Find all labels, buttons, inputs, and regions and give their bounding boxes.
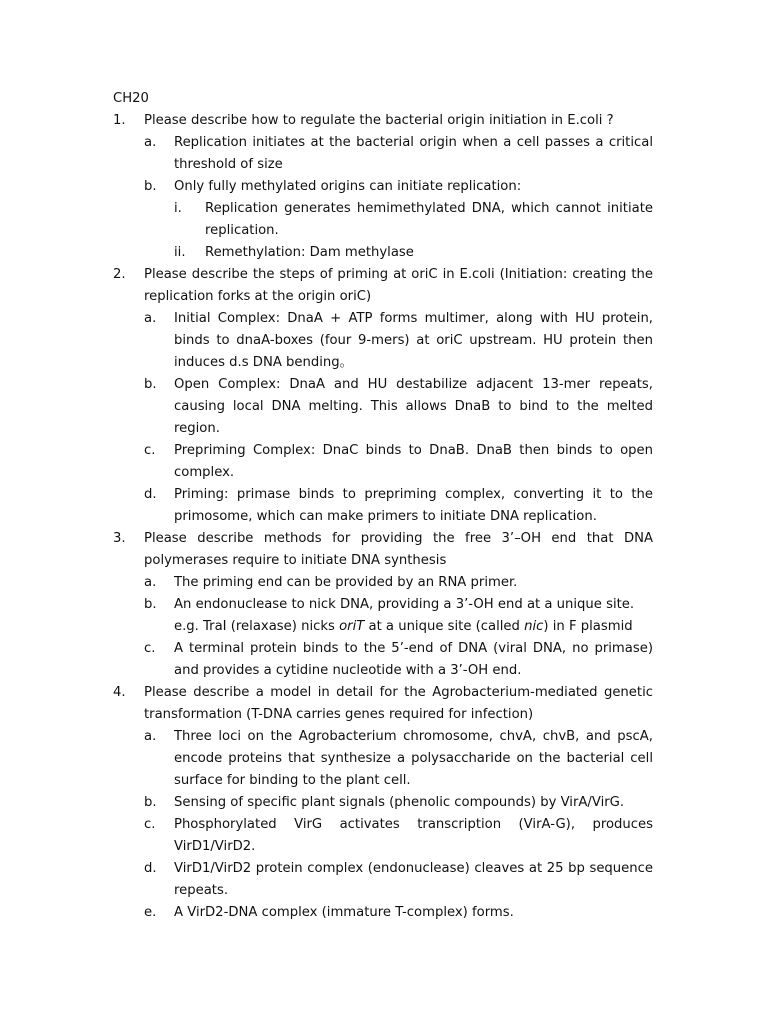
answer-text: Replication initiates at the bacterial origin when a cell passes a critical threshold of size (174, 135, 653, 172)
question-text: Please describe how to regulate the bacterial origin initiation in E.coli ? (144, 113, 614, 128)
answer-text: VirD1/VirD2 protein complex (endonuclease) cleaves at 25 bp sequence repeats. (174, 861, 653, 898)
question-number: 4. (113, 685, 126, 700)
answer-marker: c. (144, 817, 156, 832)
answer-1b-i (113, 198, 653, 242)
answer-4e (113, 902, 653, 924)
document-body (113, 88, 653, 924)
answer-marker: a. (144, 729, 157, 744)
answer-marker: b. (144, 179, 157, 194)
answer-text: Only fully methylated origins can initiate replication: (174, 179, 522, 194)
answer-2a (113, 308, 653, 374)
answer-2c (113, 440, 653, 484)
example-term-orit: oriT (339, 619, 365, 634)
answer-marker: e. (144, 905, 157, 920)
example-term-nic: nic (524, 619, 544, 634)
answer-text: Sensing of specific plant signals (phenolic compounds) by VirA/VirG. (174, 795, 625, 810)
answer-3a (113, 572, 653, 594)
question-3 (113, 528, 653, 572)
answer-text: A VirD2-DNA complex (immature T-complex) forms. (174, 905, 514, 920)
answer-4c (113, 814, 653, 858)
answer-4d (113, 858, 653, 902)
answer-text: Prepriming Complex: DnaC binds to DnaB. DnaB then binds to open complex. (174, 443, 653, 480)
subitem-marker: ii. (174, 245, 186, 260)
answer-4b (113, 792, 653, 814)
subitem-text: Replication generates hemimethylated DNA, which cannot initiate replication. (205, 201, 653, 238)
question-list (113, 110, 653, 924)
answer-3b (113, 594, 653, 616)
question-text: Please describe methods for providing the free 3’–OH end that DNA polymerases require to initiate DNA synthesis (144, 531, 653, 568)
subitem-text: Remethylation: Dam methylase (205, 245, 414, 260)
answer-marker: c. (144, 443, 156, 458)
answer-3b-example (113, 616, 653, 638)
answer-1b-ii (113, 242, 653, 264)
answer-marker: d. (144, 861, 157, 876)
example-text-2: at a unique site (called (364, 619, 525, 634)
answer-3c (113, 638, 653, 682)
question-number: 2. (113, 267, 126, 282)
chapter-heading: CH20 (113, 91, 149, 106)
answer-1a (113, 132, 653, 176)
answer-text: Phosphorylated VirG activates transcription (VirA-G), produces VirD1/VirD2. (174, 817, 653, 854)
answer-marker: a. (144, 311, 157, 326)
answer-4a (113, 726, 653, 792)
question-text: Please describe a model in detail for the Agrobacterium-mediated genetic transformation (T-DNA carries genes required for infection) (144, 685, 653, 722)
answer-marker: b. (144, 597, 157, 612)
answer-text: Initial Complex: DnaA + ATP forms multimer, along with HU protein, binds to dnaA-boxes (four 9-mers) at oriC upstream. HU protein then induces d.s DNA bending。 (174, 311, 653, 370)
question-text: Please describe the steps of priming at oriC in E.coli (Initiation: creating the replication forks at the origin oriC) (144, 267, 653, 304)
answer-marker: c. (144, 641, 156, 656)
question-1 (113, 110, 653, 132)
question-4 (113, 682, 653, 726)
answer-text: The priming end can be provided by an RNA primer. (174, 575, 518, 590)
question-number: 1. (113, 113, 126, 128)
answer-text: An endonuclease to nick DNA, providing a 3’-OH end at a unique site. (174, 597, 635, 612)
answer-marker: b. (144, 377, 157, 392)
question-number: 3. (113, 531, 126, 546)
answer-marker: a. (144, 575, 157, 590)
answer-marker: a. (144, 135, 157, 150)
question-2 (113, 264, 653, 308)
answer-text: Priming: primase binds to prepriming complex, converting it to the primosome, which can make primers to initiate DNA replication. (174, 487, 653, 524)
subitem-marker: i. (174, 201, 182, 216)
answer-text: A terminal protein binds to the 5’-end of DNA (viral DNA, no primase) and provides a cytidine nucleotide with a 3’-OH end. (174, 641, 653, 678)
example-text-1: e.g. TraI (relaxase) nicks (174, 619, 340, 634)
answer-1b (113, 176, 653, 198)
answer-2d (113, 484, 653, 528)
example-text-3: ) in F plasmid (543, 619, 633, 634)
answer-marker: d. (144, 487, 157, 502)
answer-text: Open Complex: DnaA and HU destabilize adjacent 13-mer repeats, causing local DNA melting. This allows DnaB to bind to the melted region. (174, 377, 653, 436)
answer-2b (113, 374, 653, 440)
answer-marker: b. (144, 795, 157, 810)
answer-text: Three loci on the Agrobacterium chromosome, chvA, chvB, and pscA, encode proteins that synthesize a polysaccharide on the bacterial cell surface for binding to the plant cell. (174, 729, 653, 788)
